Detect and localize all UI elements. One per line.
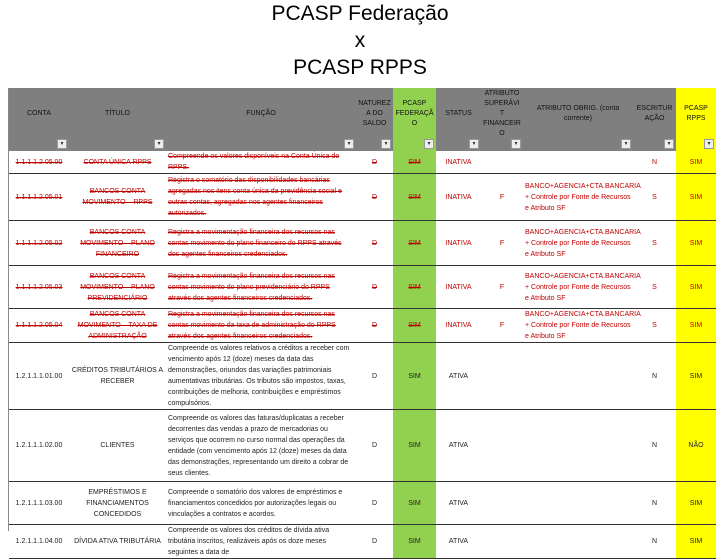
- header-row: [9, 88, 716, 151]
- filter-dropdown-icon[interactable]: ▾: [704, 139, 714, 149]
- cell-funcao[interactable]: Registra a movimentação financeira dos recursos nas contas movimento do plano previdenciário do RPPS através dos agentes financeiros credenciados.: [166, 266, 356, 309]
- cell-pcasp-federacao[interactable]: SIM: [393, 482, 436, 525]
- cell-conta[interactable]: 1.1.1.1.2.05.03: [9, 266, 69, 309]
- cell-atributo-obrig[interactable]: [523, 410, 633, 482]
- filter-dropdown-icon[interactable]: ▾: [469, 139, 479, 149]
- cell-escrituracao[interactable]: S: [633, 309, 676, 343]
- cell-conta[interactable]: 1.2.1.1.1.02.00: [9, 410, 69, 482]
- cell-pcasp-rpps[interactable]: SIM: [676, 151, 716, 174]
- cell-pcasp-rpps[interactable]: SIM: [676, 525, 716, 559]
- table-row: [9, 410, 716, 482]
- slide-title: [0, 0, 720, 81]
- cell-titulo[interactable]: CLIENTES: [69, 410, 166, 482]
- cell-conta[interactable]: 1.1.1.1.2.05.01: [9, 174, 69, 221]
- table-row: [9, 309, 716, 343]
- cell-atributo-obrig[interactable]: BANCO+AGENCIA+CTA.BANCARIA + Controle por Fonte de Recursos e Atributo SF: [523, 309, 633, 343]
- cell-titulo[interactable]: BANCOS CONTA MOVIMENTO – PLANO PREVIDENCIÁRIO: [69, 266, 166, 309]
- cell-conta[interactable]: 1.1.1.1.2.05.00: [9, 151, 69, 174]
- cell-atributo-sf[interactable]: F: [481, 174, 523, 221]
- column-header-pcasp-federacao: [393, 88, 436, 151]
- cell-status[interactable]: INATIVA: [436, 266, 481, 309]
- column-header-status: [436, 88, 481, 151]
- column-header-label: ATRIBUTO SUPERÁVIT FINANCEIRO: [483, 90, 521, 137]
- cell-titulo[interactable]: CRÉDITOS TRIBUTÁRIOS A RECEBER: [69, 343, 166, 410]
- slide-title-line: x: [354, 29, 366, 52]
- cell-status[interactable]: INATIVA: [436, 151, 481, 174]
- cell-titulo[interactable]: CONTA ÚNICA RPPS: [69, 151, 166, 174]
- account-table: [9, 88, 716, 559]
- cell-funcao[interactable]: Compreende os valores das faturas/duplicatas a receber decorrentes das vendas a prazo de mercadorias ou serviços que ocorrem no curso normal das operações da entidade (com vencimento após 12 (doze) meses da data das demonstrações, representando um direito a cobrar de seus clientes.: [166, 410, 356, 482]
- cell-escrituracao[interactable]: N: [633, 151, 676, 174]
- cell-natureza[interactable]: D: [356, 482, 393, 525]
- cell-titulo[interactable]: EMPRÉSTIMOS E FINANCIAMENTOS CONCEDIDOS: [69, 482, 166, 525]
- cell-escrituracao[interactable]: S: [633, 266, 676, 309]
- cell-funcao[interactable]: Compreende o somatório dos valores de empréstimos e financiamentos concedidos por autorizações legais ou vinculações a contratos e acordos.: [166, 482, 356, 525]
- column-header-label: STATUS: [445, 110, 472, 117]
- cell-status[interactable]: ATIVA: [436, 410, 481, 482]
- filter-dropdown-icon[interactable]: ▾: [621, 139, 631, 149]
- table-row: [9, 525, 716, 559]
- cell-pcasp-rpps[interactable]: SIM: [676, 309, 716, 343]
- cell-pcasp-rpps[interactable]: NÃO: [676, 410, 716, 482]
- cell-escrituracao[interactable]: S: [633, 174, 676, 221]
- column-header-label: PCASP FEDERAÇÃO: [395, 100, 434, 127]
- table-row: [9, 482, 716, 525]
- cell-atributo-sf[interactable]: F: [481, 309, 523, 343]
- filter-dropdown-icon[interactable]: ▾: [57, 139, 67, 149]
- filter-dropdown-icon[interactable]: ▾: [344, 139, 354, 149]
- cell-atributo-obrig[interactable]: [523, 525, 633, 559]
- filter-dropdown-icon[interactable]: ▾: [664, 139, 674, 149]
- table-row: [9, 174, 716, 221]
- table-row: [9, 343, 716, 410]
- cell-funcao[interactable]: Registra o somatório das disponibilidades bancárias agregadas nos itens conta única da previdência social e outras contas, agregadas nos agentes financeiros autorizados.: [166, 174, 356, 221]
- cell-pcasp-federacao[interactable]: SIM: [393, 174, 436, 221]
- column-header-pcasp-rpps: [676, 88, 716, 151]
- cell-pcasp-rpps[interactable]: SIM: [676, 482, 716, 525]
- column-header-conta: [9, 88, 69, 151]
- cell-natureza[interactable]: D: [356, 525, 393, 559]
- cell-escrituracao[interactable]: N: [633, 343, 676, 410]
- cell-atributo-obrig[interactable]: [523, 343, 633, 410]
- cell-atributo-sf[interactable]: [481, 410, 523, 482]
- slide-title-line: PCASP Federação: [271, 2, 449, 25]
- column-header-atributo-sf: [481, 88, 523, 151]
- cell-atributo-sf[interactable]: F: [481, 221, 523, 266]
- cell-pcasp-rpps[interactable]: SIM: [676, 266, 716, 309]
- cell-conta[interactable]: 1.2.1.1.1.04.00: [9, 525, 69, 559]
- column-header-funcao: [166, 88, 356, 151]
- table-row: [9, 221, 716, 266]
- cell-pcasp-federacao[interactable]: SIM: [393, 410, 436, 482]
- filter-dropdown-icon[interactable]: ▾: [424, 139, 434, 149]
- cell-funcao[interactable]: Compreende os valores dos créditos de dívida ativa tributária inscritos, realizáveis após os doze meses seguintes a data de: [166, 525, 356, 559]
- cell-natureza[interactable]: D: [356, 309, 393, 343]
- cell-pcasp-rpps[interactable]: SIM: [676, 174, 716, 221]
- cell-atributo-obrig[interactable]: BANCO+AGENCIA+CTA.BANCARIA + Controle por Fonte de Recursos e Atributo SF: [523, 174, 633, 221]
- cell-atributo-sf[interactable]: [481, 343, 523, 410]
- column-header-escrituracao: [633, 88, 676, 151]
- column-header-titulo: [69, 88, 166, 151]
- cell-funcao[interactable]: Compreende os valores disponíveis na Conta Única do RPPS.: [166, 151, 356, 174]
- cell-atributo-sf[interactable]: F: [481, 266, 523, 309]
- cell-funcao[interactable]: Registra a movimentação financeira dos recursos nas contas movimento do plano financeiro do RPPS através dos agentes financeiros credenciados.: [166, 221, 356, 266]
- cell-status[interactable]: ATIVA: [436, 525, 481, 559]
- cell-natureza[interactable]: D: [356, 151, 393, 174]
- column-header-label: NATUREZA DO SALDO: [358, 100, 391, 127]
- cell-titulo[interactable]: BANCOS CONTA MOVIMENTO – TAXA DE ADMINISTRAÇÃO: [69, 309, 166, 343]
- cell-status[interactable]: INATIVA: [436, 174, 481, 221]
- cell-titulo[interactable]: BANCOS CONTA MOVIMENTO – RPPS: [69, 174, 166, 221]
- cell-pcasp-federacao[interactable]: SIM: [393, 151, 436, 174]
- table-body: [9, 151, 716, 559]
- filter-dropdown-icon[interactable]: ▾: [511, 139, 521, 149]
- column-header-label: TÍTULO: [105, 110, 130, 117]
- filter-dropdown-icon[interactable]: ▾: [381, 139, 391, 149]
- cell-atributo-sf[interactable]: [481, 151, 523, 174]
- cell-pcasp-federacao[interactable]: SIM: [393, 221, 436, 266]
- cell-pcasp-rpps[interactable]: SIM: [676, 221, 716, 266]
- cell-natureza[interactable]: D: [356, 266, 393, 309]
- cell-pcasp-federacao[interactable]: SIM: [393, 309, 436, 343]
- filter-dropdown-icon[interactable]: ▾: [154, 139, 164, 149]
- cell-escrituracao[interactable]: N: [633, 410, 676, 482]
- cell-status[interactable]: INATIVA: [436, 309, 481, 343]
- cell-pcasp-federacao[interactable]: SIM: [393, 525, 436, 559]
- cell-natureza[interactable]: D: [356, 343, 393, 410]
- column-header-label: ATRIBUTO OBRIG. (conta corrente): [536, 105, 620, 122]
- cell-natureza[interactable]: D: [356, 410, 393, 482]
- cell-escrituracao[interactable]: N: [633, 525, 676, 559]
- cell-status[interactable]: INATIVA: [436, 221, 481, 266]
- cell-titulo[interactable]: DÍVIDA ATIVA TRIBUTÁRIA: [69, 525, 166, 559]
- cell-escrituracao[interactable]: S: [633, 221, 676, 266]
- cell-conta[interactable]: 1.1.1.1.2.05.04: [9, 309, 69, 343]
- cell-atributo-obrig[interactable]: BANCO+AGENCIA+CTA.BANCARIA + Controle por Fonte de Recursos e Atributo SF: [523, 266, 633, 309]
- cell-titulo[interactable]: BANCOS CONTA MOVIMENTO – PLANO FINANCEIRO: [69, 221, 166, 266]
- column-header-label: ESCRITURAÇÃO: [636, 105, 673, 122]
- spreadsheet: [8, 88, 716, 556]
- cell-pcasp-rpps[interactable]: SIM: [676, 343, 716, 410]
- cell-atributo-obrig[interactable]: [523, 151, 633, 174]
- column-header-label: CONTA: [27, 110, 51, 117]
- cell-atributo-sf[interactable]: [481, 525, 523, 559]
- cell-atributo-obrig[interactable]: BANCO+AGENCIA+CTA.BANCARIA + Controle por Fonte de Recursos e Atributo SF: [523, 221, 633, 266]
- cell-conta[interactable]: 1.2.1.1.1.03.00: [9, 482, 69, 525]
- cell-pcasp-federacao[interactable]: SIM: [393, 343, 436, 410]
- table-row: [9, 266, 716, 309]
- cell-funcao[interactable]: Registra a movimentação financeira dos recursos nas contas movimento da taxa de administração do RPPS através dos agentes financeiros credenciados.: [166, 309, 356, 343]
- slide-title-line: PCASP RPPS: [293, 56, 427, 79]
- cell-atributo-obrig[interactable]: [523, 482, 633, 525]
- cell-conta[interactable]: 1.1.1.1.2.05.02: [9, 221, 69, 266]
- table-row: [9, 151, 716, 174]
- column-header-label: FUNÇÃO: [246, 110, 276, 117]
- column-header-natureza: [356, 88, 393, 151]
- cell-atributo-sf[interactable]: [481, 482, 523, 525]
- cell-funcao[interactable]: Compreende os valores relativos a créditos a receber com vencimento após 12 (doze) meses da data das demonstrações, oriundos das variações patrimoniais aumentativas tributárias. Os tributos são impostos, taxas, contribuições de melhoria, contribuições e empréstimos compulsórios.: [166, 343, 356, 410]
- column-header-atributo-obrig: [523, 88, 633, 151]
- cell-natureza[interactable]: D: [356, 174, 393, 221]
- cell-status[interactable]: ATIVA: [436, 482, 481, 525]
- column-header-label: PCASP RPPS: [684, 105, 708, 122]
- cell-status[interactable]: ATIVA: [436, 343, 481, 410]
- cell-natureza[interactable]: D: [356, 221, 393, 266]
- cell-pcasp-federacao[interactable]: SIM: [393, 266, 436, 309]
- cell-conta[interactable]: 1.2.1.1.1.01.00: [9, 343, 69, 410]
- cell-escrituracao[interactable]: N: [633, 482, 676, 525]
